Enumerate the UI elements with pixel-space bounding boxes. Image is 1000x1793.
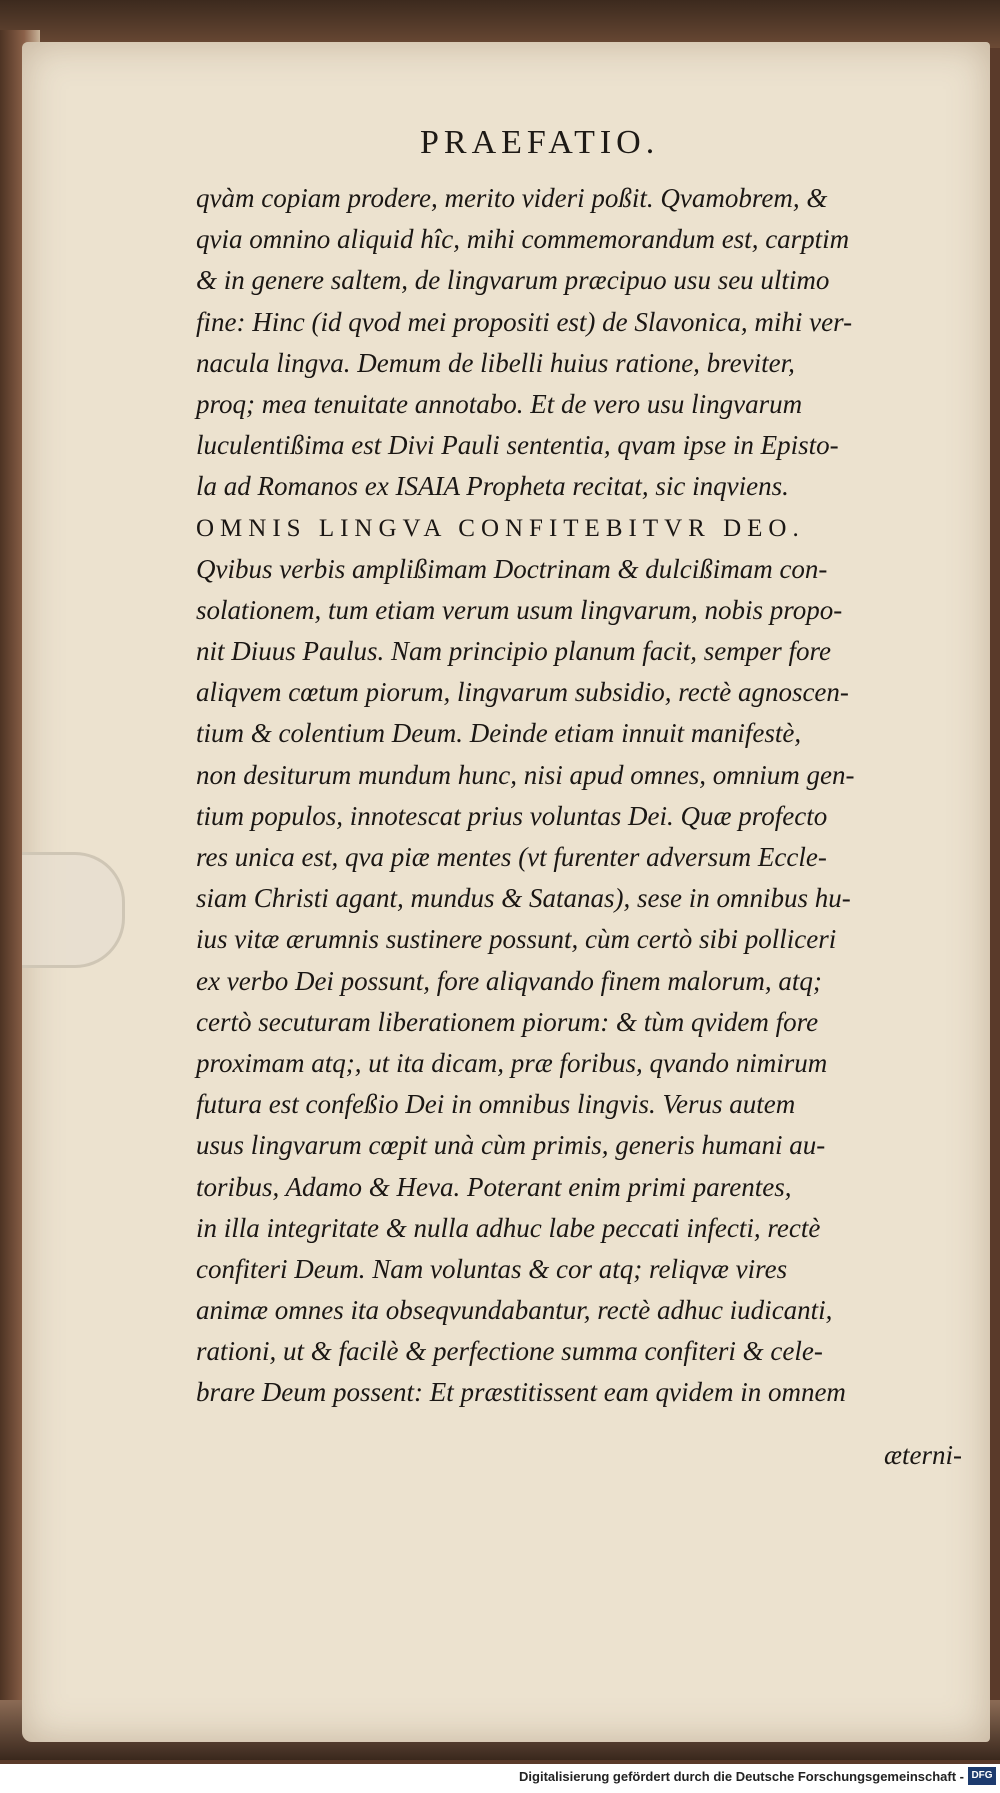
dfg-logo: DFG (968, 1767, 996, 1785)
text-line: luculentißima est Divi Pauli sententia, qvam ipse in Episto- (196, 430, 839, 461)
body-text (196, 178, 986, 1414)
text-line: la ad Romanos ex ISAIA Propheta recitat, sic inqviens. (196, 471, 789, 502)
text-line: brare Deum possent: Et præstitissent eam qvidem in omnem (196, 1377, 846, 1408)
text-line: nacula lingva. Demum de libelli huius ratione, breviter, (196, 347, 795, 378)
text-line: rationi, ut & facilè & perfectione summa confiteri & cele- (196, 1336, 823, 1367)
text-line: qvia omnino aliquid hîc, mihi commemorandum est, carptim (196, 224, 850, 255)
text-line: & in genere saltem, de lingvarum præcipuo usu seu ultimo (196, 265, 830, 296)
text-line: confiteri Deum. Nam voluntas & cor atq; reliqvæ vires (196, 1253, 788, 1284)
text-line: Qvibus verbis amplißimam Doctrinam & dulcißimam con- (196, 553, 828, 584)
text-line: proq; mea tenuitate annotabo. Et de vero usu lingvarum (196, 388, 803, 419)
text-line: ius vitæ ærumnis sustinere possunt, cùm certò sibi polliceri (196, 924, 837, 955)
text-line-capitals: OMNIS LINGVA CONFITEBITVR DEO. (196, 514, 805, 542)
page-clip (22, 852, 125, 968)
text-line: solationem, tum etiam verum usum lingvarum, nobis propo- (196, 594, 843, 625)
running-head: PRAEFATIO. (420, 124, 660, 161)
book-binding-top (0, 0, 1000, 48)
text-line: usus lingvarum cœpit unà cùm primis, generis humani au- (196, 1130, 826, 1161)
text-line: siam Christi agant, mundus & Satanas), sese in omnibus hu- (196, 883, 851, 914)
text-line: res unica est, qva piæ mentes (vt furenter adversum Eccle- (196, 842, 827, 872)
text-line: aliqvem cœtum piorum, lingvarum subsidio, rectè agnoscen- (196, 677, 849, 708)
text-line: toribus, Adamo & Heva. Poterant enim primi parentes, (196, 1171, 792, 1202)
text-line: nit Diuus Paulus. Nam principio planum facit, semper fore (196, 636, 831, 667)
catchword: æterni- (884, 1440, 962, 1470)
text-line: tium & colentium Deum. Deinde etiam innuit manifestè, (196, 718, 802, 749)
text-line: animæ omnes ita obseqvundabantur, rectè adhuc iudicanti, (196, 1295, 833, 1326)
text-line: proximam atq;, ut ita dicam, præ foribus, qvando nimirum (196, 1047, 828, 1078)
text-line: ex verbo Dei possunt, fore aliqvando finem malorum, atq; (196, 965, 822, 996)
text-line: non desiturum mundum hunc, nisi apud omnes, omnium gen- (196, 759, 855, 790)
text-line: certò secuturam liberationem piorum: & tùm qvidem fore (196, 1006, 819, 1037)
text-line: fine: Hinc (id qvod mei propositi est) de Slavonica, mihi ver- (196, 306, 853, 337)
text-line: qvàm copiam prodere, merito videri poßit. Qvamobrem, & (196, 183, 828, 213)
text-line: futura est confeßio Dei in omnibus lingvis. Verus autem (196, 1089, 796, 1120)
funding-credit: Digitalisierung gefördert durch die Deutsche Forschungsgemeinschaft - (519, 1769, 964, 1784)
text-line: in illa integritate & nulla adhuc labe peccati infecti, rectè (196, 1212, 821, 1243)
text-line: tium populos, innotescat prius voluntas Dei. Quæ profecto (196, 800, 828, 831)
